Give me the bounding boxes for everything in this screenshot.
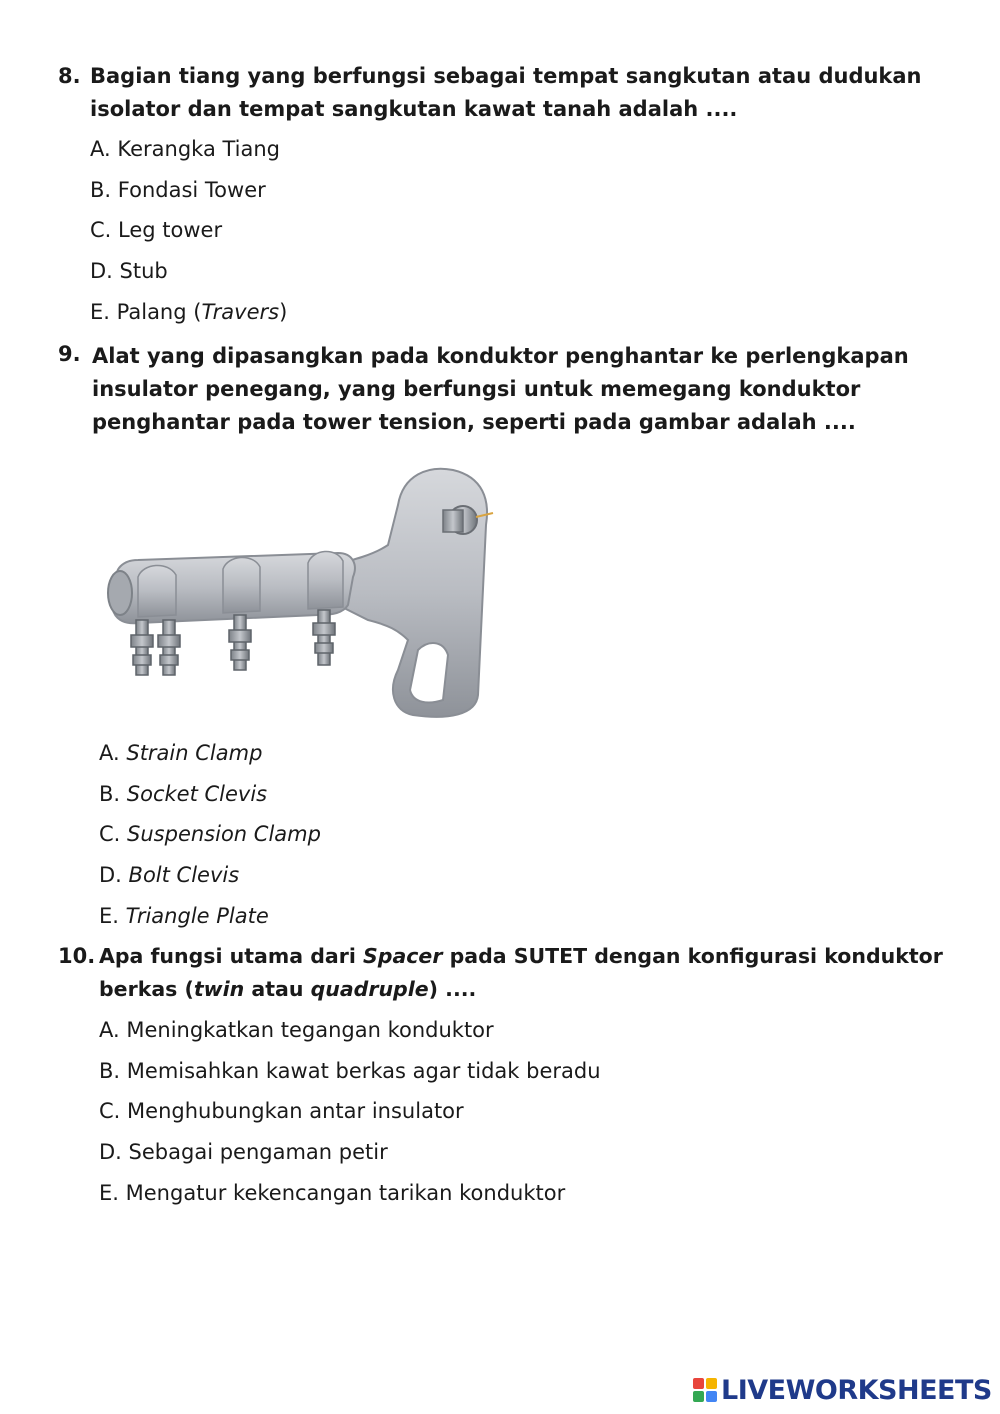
- option-letter: A.: [99, 1018, 120, 1042]
- option-text: Sebagai pengaman petir: [128, 1140, 388, 1165]
- question-10-text-part: ) ....: [428, 977, 477, 1001]
- option-letter: B.: [90, 177, 112, 202]
- option-10-b[interactable]: [99, 1051, 601, 1092]
- strain-clamp-image: [98, 465, 503, 723]
- option-text: Fondasi Tower: [117, 177, 266, 202]
- option-text: Meningkatkan tegangan konduktor: [126, 1018, 494, 1042]
- logo-squares-icon: [693, 1378, 717, 1402]
- option-letter: A.: [90, 137, 111, 161]
- option-9-c[interactable]: [99, 814, 321, 855]
- option-text-post: ): [279, 299, 288, 324]
- option-10-a[interactable]: [99, 1010, 601, 1051]
- option-8-e[interactable]: [90, 292, 287, 333]
- question-10-number: 10.: [58, 944, 96, 968]
- option-letter: E.: [99, 1180, 119, 1205]
- option-text: Mengatur kekencangan tarikan konduktor: [125, 1180, 566, 1205]
- logo-square-green: [693, 1391, 704, 1402]
- option-text: Stub: [119, 259, 168, 284]
- option-text-italic: Travers: [201, 299, 280, 324]
- option-8-b[interactable]: [90, 170, 287, 211]
- logo-square-yellow: [706, 1378, 717, 1389]
- liveworksheets-logo: [693, 1374, 992, 1406]
- question-10-text-italic: Spacer: [363, 944, 443, 968]
- option-letter: D.: [90, 259, 113, 284]
- option-text: Strain Clamp: [126, 741, 263, 765]
- question-9-options: [99, 733, 321, 936]
- option-9-d[interactable]: [99, 855, 321, 896]
- option-letter: A.: [99, 741, 120, 765]
- option-10-e[interactable]: [99, 1173, 601, 1214]
- option-letter: C.: [90, 218, 112, 243]
- logo-square-red: [693, 1378, 704, 1389]
- option-letter: E.: [99, 903, 119, 928]
- option-text: Memisahkan kawat berkas agar tidak beradu: [126, 1058, 601, 1083]
- logo-text: LIVEWORKSHEETS: [721, 1374, 992, 1406]
- option-text: Bolt Clevis: [128, 863, 240, 888]
- option-8-d[interactable]: [90, 251, 287, 292]
- option-letter: C.: [99, 1099, 121, 1124]
- option-text: Suspension Clamp: [127, 822, 321, 847]
- logo-square-blue: [706, 1391, 717, 1402]
- question-8-options: [90, 129, 287, 332]
- question-10-text-italic: quadruple: [310, 977, 429, 1001]
- option-text: Leg tower: [118, 218, 223, 243]
- option-letter: D.: [99, 1140, 122, 1165]
- option-9-a[interactable]: [99, 733, 321, 774]
- option-8-c[interactable]: [90, 210, 287, 251]
- option-text-pre: Palang (: [116, 299, 202, 324]
- option-letter: E.: [90, 299, 110, 324]
- question-10-text-part: Apa fungsi utama dari: [99, 944, 363, 968]
- question-10-text: [99, 940, 969, 1006]
- question-9-text: Alat yang dipasangkan pada konduktor penghantar ke perlengkapan insulator penegang, yang berfungsi untuk memegang konduktor penghantar pada tower tension, seperti pada gambar adalah ....: [92, 344, 909, 434]
- option-letter: D.: [99, 863, 122, 888]
- option-text: Menghubungkan antar insulator: [127, 1099, 464, 1124]
- option-10-c[interactable]: [99, 1091, 601, 1132]
- question-10-text-part: atau: [244, 977, 311, 1001]
- option-letter: C.: [99, 822, 121, 847]
- option-text: Triangle Plate: [125, 903, 269, 928]
- option-9-b[interactable]: [99, 774, 321, 815]
- question-10-options: [99, 1010, 601, 1213]
- option-letter: B.: [99, 781, 121, 806]
- option-9-e[interactable]: [99, 896, 321, 937]
- option-letter: B.: [99, 1058, 121, 1083]
- option-text: Socket Clevis: [126, 781, 268, 806]
- question-10-text-italic: twin: [193, 977, 245, 1001]
- question-8-number: 8.: [58, 64, 81, 88]
- option-8-a[interactable]: [90, 129, 287, 170]
- question-10-text-part: pada SUTET dengan konfigurasi konduktor berkas (: [99, 944, 943, 1001]
- question-8-text: Bagian tiang yang berfungsi sebagai tempat sangkutan atau dudukan isolator dan tempat sangkutan kawat tanah adalah ....: [90, 64, 922, 121]
- option-10-d[interactable]: [99, 1132, 601, 1173]
- question-9-number: 9.: [58, 342, 81, 366]
- option-text: Kerangka Tiang: [117, 137, 281, 161]
